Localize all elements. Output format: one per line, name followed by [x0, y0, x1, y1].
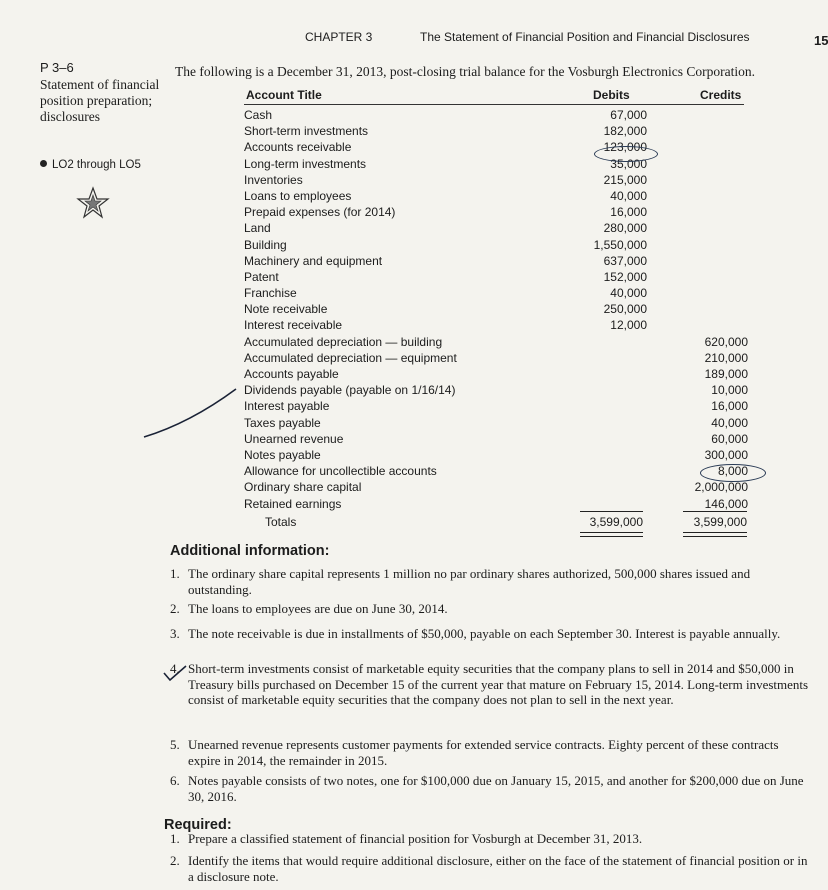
list-item — [170, 853, 810, 884]
debit-cell: 35,000 — [610, 156, 647, 171]
table-row — [244, 220, 748, 236]
debit-double-rule — [580, 532, 643, 537]
table-row — [244, 107, 748, 123]
account-title-cell: Unearned revenue — [244, 431, 344, 446]
chapter-title: The Statement of Financial Position and Financial Disclosures — [420, 30, 750, 44]
item-number: 1. — [170, 566, 180, 581]
debit-cell: 40,000 — [610, 188, 647, 203]
item-number: 3. — [170, 626, 180, 641]
handwritten-circle — [594, 146, 658, 162]
table-row — [244, 479, 748, 495]
credit-cell: 60,000 — [711, 431, 748, 446]
problem-code: P 3–6 — [40, 60, 74, 75]
totals-credit: 3,599,000 — [693, 515, 747, 529]
debit-cell: 1,550,000 — [593, 237, 647, 252]
account-title-cell: Retained earnings — [244, 496, 342, 511]
credit-cell: 8,000 — [717, 464, 748, 479]
totals-label: Totals — [265, 515, 297, 529]
list-item — [170, 773, 810, 804]
debit-cell: 250,000 — [603, 302, 647, 317]
problem-title: Statement of financial position preparation; disclosures — [40, 77, 160, 124]
trial-balance-rows — [244, 107, 748, 512]
item-text: The ordinary share capital represents 1 million no par ordinary shares authorized, 500,000 shares issued and outstanding. — [188, 566, 751, 597]
debit-cell: 12,000 — [610, 318, 647, 333]
account-title-cell: Interest receivable — [244, 318, 343, 333]
account-title-cell: Franchise — [244, 286, 297, 301]
item-number: 6. — [170, 773, 180, 788]
debit-cell: 637,000 — [603, 253, 647, 268]
account-title-cell: Inventories — [244, 172, 303, 187]
pen-mark — [140, 385, 240, 445]
account-title-cell: Loans to employees — [244, 188, 352, 203]
table-row — [244, 496, 748, 512]
header-rule — [244, 104, 744, 105]
debit-cell: 280,000 — [603, 221, 647, 236]
account-title-cell: Note receivable — [244, 302, 328, 317]
debit-cell: 182,000 — [603, 124, 647, 139]
table-row — [244, 366, 748, 382]
table-row — [244, 431, 748, 447]
debit-total-rule — [580, 511, 643, 512]
credit-cell: 146,000 — [704, 496, 748, 511]
table-row — [244, 382, 748, 398]
account-title-cell: Building — [244, 237, 287, 252]
credit-cell: 16,000 — [711, 399, 748, 414]
page-number: 15 — [814, 33, 828, 48]
account-title-cell: Dividends payable (payable on 1/16/14) — [244, 383, 456, 398]
credit-cell: 189,000 — [704, 367, 748, 381]
table-row — [244, 269, 748, 285]
table-row — [244, 188, 748, 204]
account-title-cell: Machinery and equipment — [244, 253, 383, 268]
required-list — [170, 831, 810, 886]
required-heading: Required: — [164, 817, 232, 833]
table-row — [244, 301, 748, 317]
credit-cell: 40,000 — [711, 415, 748, 430]
account-title-cell: Land — [244, 221, 271, 236]
item-text: The note receivable is due in installments of $50,000, payable on each September 30. Interest is payable annually. — [188, 626, 781, 641]
list-item — [170, 601, 810, 617]
item-text: Prepare a classified statement of financial position for Vosburgh at December 31, 2013. — [188, 831, 643, 846]
account-title-cell: Allowance for uncollectible accounts — [244, 464, 437, 479]
item-number: 2. — [170, 601, 180, 616]
table-row — [244, 447, 748, 463]
table-row — [244, 123, 748, 139]
item-number: 5. — [170, 737, 180, 752]
list-item — [170, 661, 810, 708]
item-number: 2. — [170, 853, 180, 868]
item-text: The loans to employees are due on June 30, 2014. — [188, 601, 448, 616]
credit-cell: 210,000 — [704, 350, 748, 365]
header-credits: Credits — [700, 88, 742, 102]
table-row — [244, 139, 748, 155]
account-title-cell: Patent — [244, 269, 279, 284]
item-text: Notes payable consists of two notes, one for $100,000 due on January 15, 2015, and another for $200,000 due on June 30, 2016. — [188, 773, 804, 804]
table-row — [244, 415, 748, 431]
intro-text: The following is a December 31, 2013, post-closing trial balance for the Vosburgh Electronics Corporation. — [175, 64, 755, 79]
table-row — [244, 285, 748, 301]
account-title-cell: Accounts receivable — [244, 140, 352, 155]
account-title-cell: Ordinary share capital — [244, 480, 362, 495]
account-title-cell: Accumulated depreciation — equipment — [244, 350, 457, 365]
account-title-cell: Accumulated depreciation — building — [244, 334, 443, 349]
learning-objectives-text: LO2 through LO5 — [52, 159, 141, 171]
table-row — [244, 172, 748, 188]
table-row — [244, 237, 748, 253]
list-item — [170, 831, 810, 847]
item-text: Identify the items that would require additional disclosure, either on the face of the statement of financial position or in a disclosure note. — [188, 853, 808, 884]
totals-debit: 3,599,000 — [589, 515, 643, 529]
star-icon — [76, 186, 110, 220]
table-row — [244, 253, 748, 269]
debit-cell: 67,000 — [610, 108, 647, 122]
debit-cell: 152,000 — [603, 269, 647, 284]
account-title-cell: Taxes payable — [244, 415, 321, 430]
account-title-cell: Interest payable — [244, 399, 330, 414]
header-debits: Debits — [593, 88, 630, 102]
item-number: 1. — [170, 831, 180, 846]
table-row — [244, 204, 748, 220]
debit-cell: 40,000 — [610, 286, 647, 301]
debit-cell: 215,000 — [603, 172, 647, 187]
item-number: 4. — [170, 661, 180, 676]
table-row — [244, 463, 748, 479]
list-item — [170, 566, 810, 597]
account-title-cell: Prepaid expenses (for 2014) — [244, 205, 396, 220]
credit-total-rule — [683, 511, 747, 512]
debit-cell: 123,000 — [603, 140, 647, 155]
list-item — [170, 737, 810, 768]
debit-cell: 16,000 — [610, 205, 647, 220]
credit-cell: 2,000,000 — [694, 480, 748, 495]
account-title-cell: Short-term investments — [244, 124, 369, 139]
bullet-icon — [40, 160, 47, 167]
additional-info-heading: Additional information: — [170, 543, 330, 559]
credit-cell: 10,000 — [711, 383, 748, 398]
learning-objectives — [40, 159, 141, 171]
account-title-cell: Long-term investments — [244, 156, 367, 171]
additional-info-list — [170, 566, 810, 806]
handwritten-circle — [700, 464, 766, 482]
table-row — [244, 156, 748, 172]
credit-cell: 300,000 — [704, 447, 748, 462]
table-row — [244, 334, 748, 350]
account-title-cell: Accounts payable — [244, 367, 339, 381]
credit-cell: 620,000 — [704, 334, 748, 349]
header-account-title: Account Title — [246, 88, 322, 102]
table-row — [244, 317, 748, 333]
chapter-label: CHAPTER 3 — [305, 30, 373, 44]
account-title-cell: Notes payable — [244, 447, 321, 462]
table-row — [244, 398, 748, 414]
credit-double-rule — [683, 532, 747, 537]
account-title-cell: Cash — [244, 108, 273, 122]
item-text: Short-term investments consist of marketable equity securities that the company plans to sell in 2014 and $50,000 in Treasury bills purchased on December 15 of the current year that mature on February 15, 2014. Long-term investments consist of marketable equity securities that the company does not plan to sell in the next year. — [188, 661, 809, 707]
item-text: Unearned revenue represents customer payments for extended service contracts. Eighty percent of these contracts expire in 2014, the remainder in 2015. — [188, 737, 779, 768]
list-item — [170, 626, 810, 642]
table-row — [244, 350, 748, 366]
